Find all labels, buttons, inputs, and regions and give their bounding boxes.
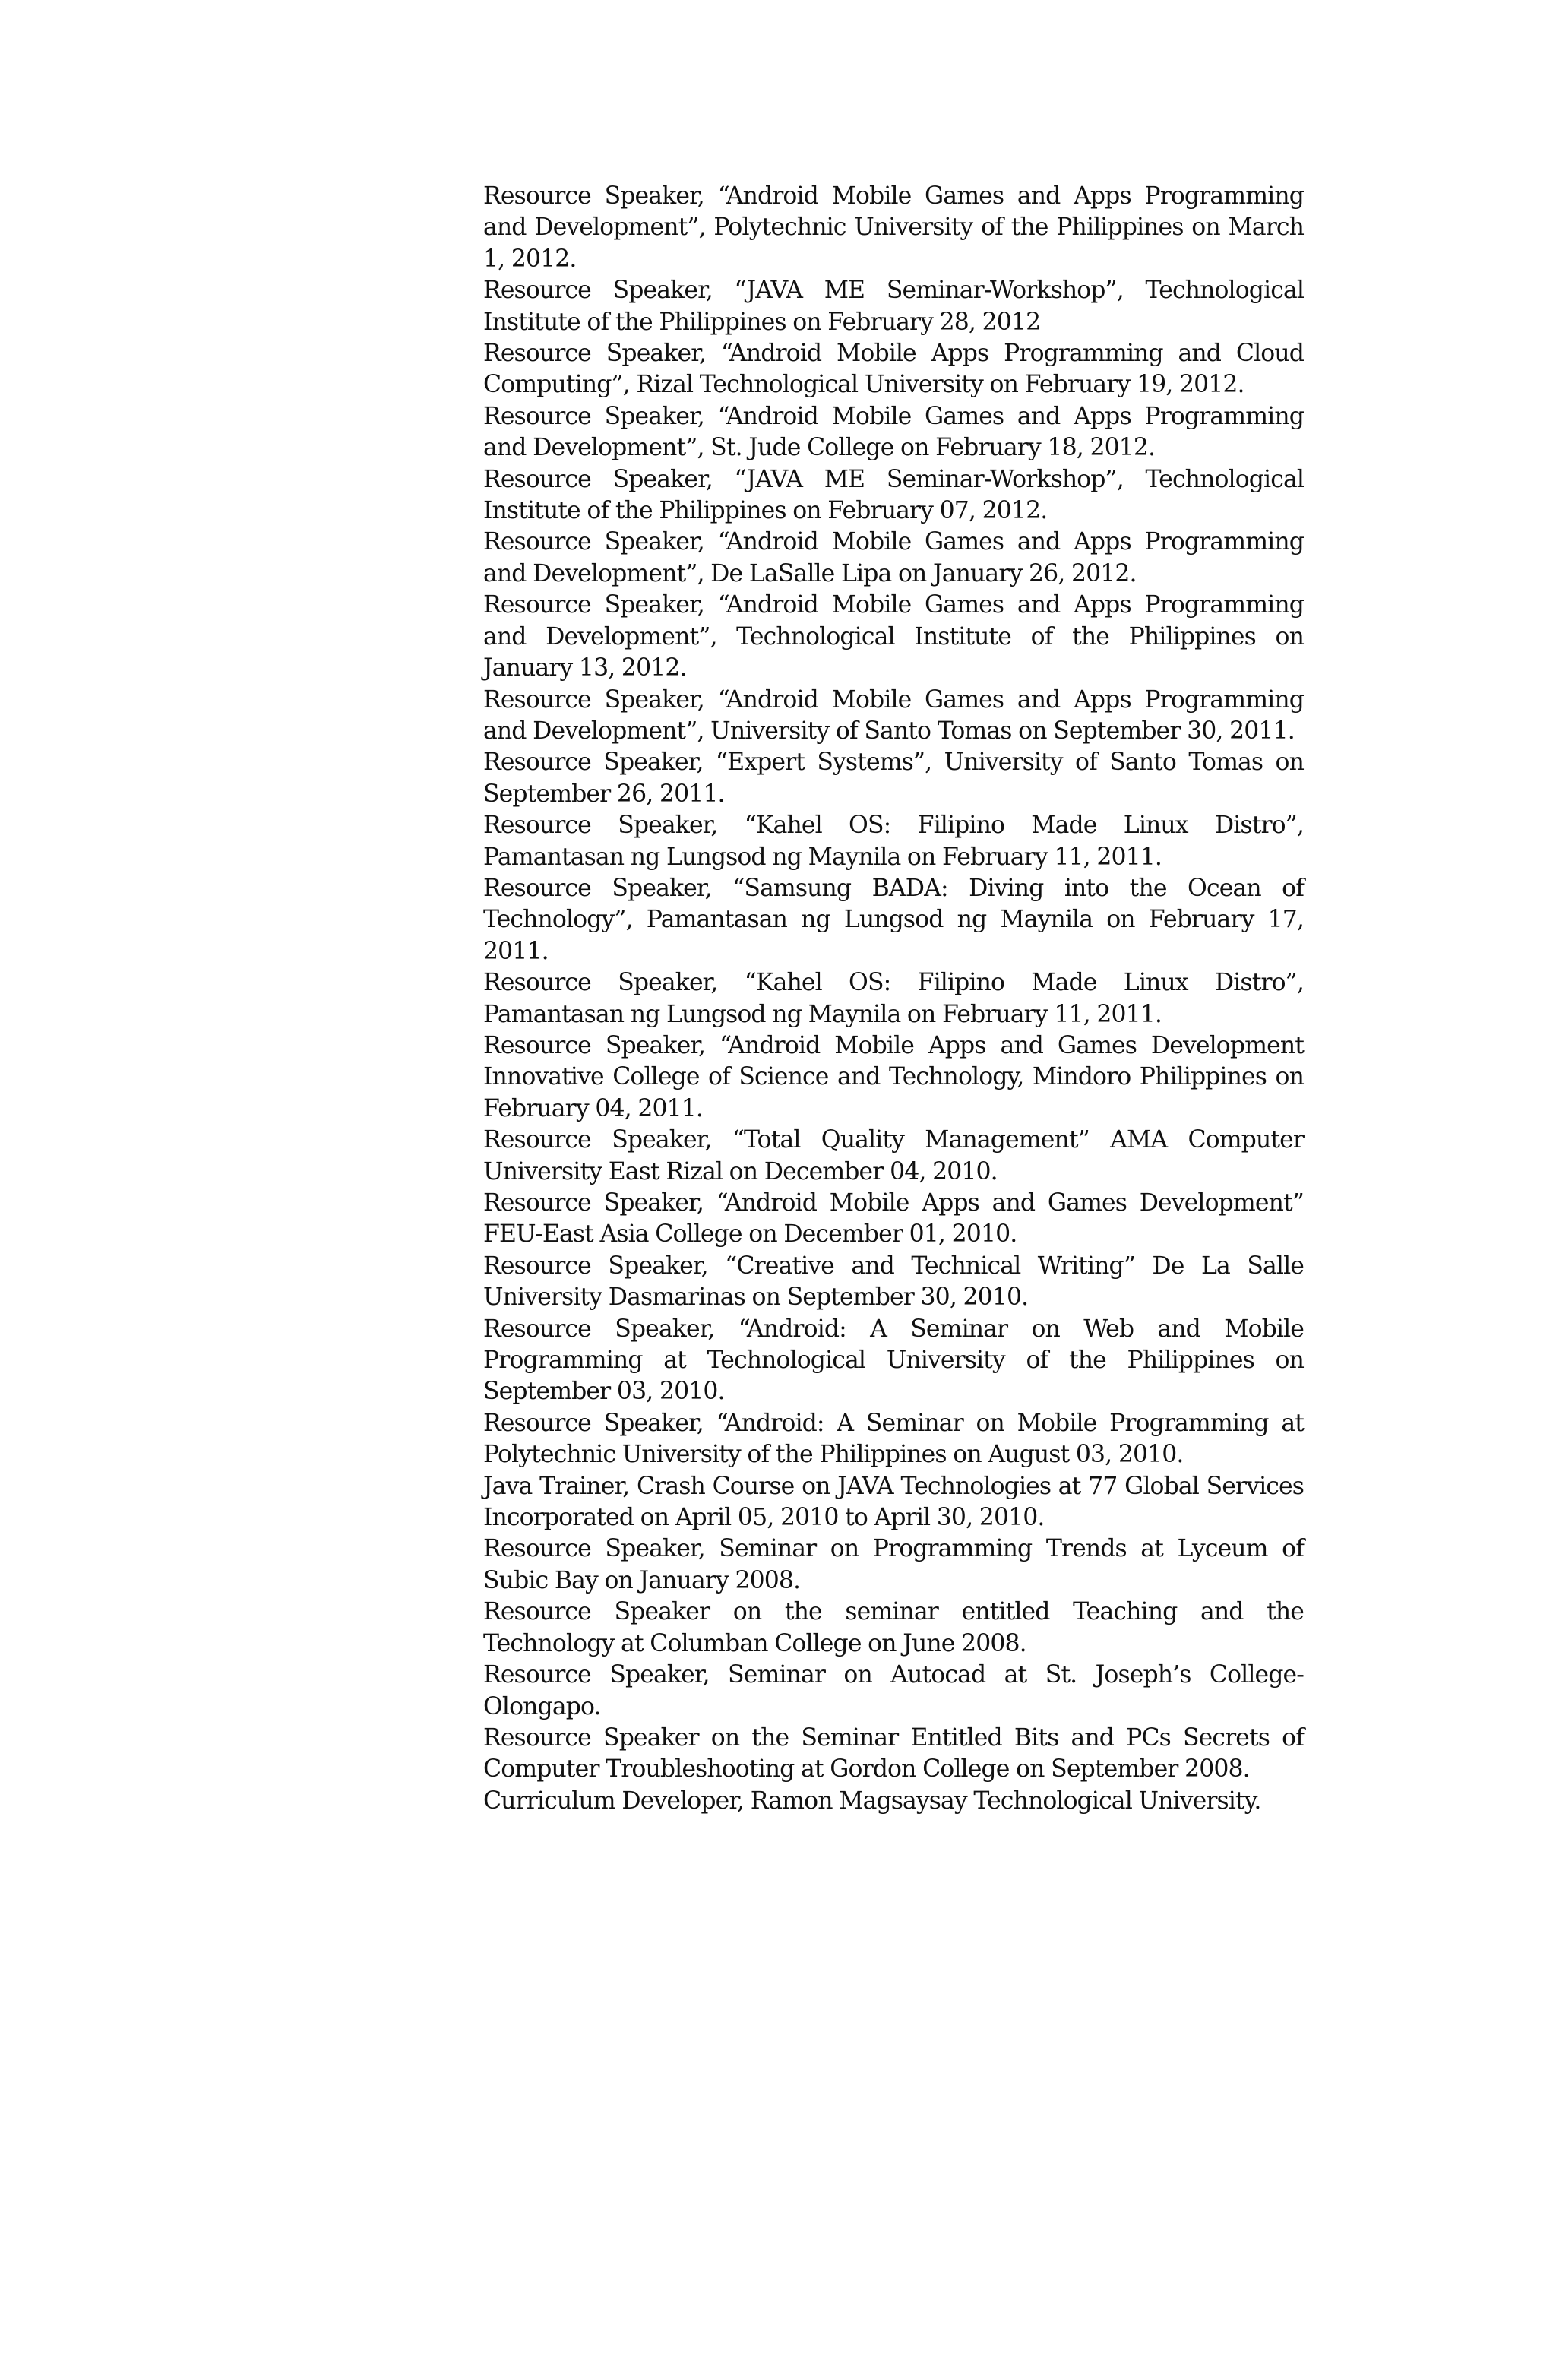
list-item: Resource Speaker, “Android Mobile Games and Apps Programming and Development”, University of Santo Tomas on September 30, 2011. bbox=[483, 685, 1304, 745]
list-item: Resource Speaker, “Expert Systems”, University of Santo Tomas on September 26, 2011. bbox=[483, 748, 1304, 808]
list-item: Curriculum Developer, Ramon Magsaysay Technological University. bbox=[483, 1787, 1261, 1815]
list-item: Resource Speaker on the seminar entitled Teaching and the Technology at Columban College on June 2008. bbox=[483, 1598, 1304, 1657]
list-item: Resource Speaker, Seminar on Autocad at St. Joseph’s College-Olongapo. bbox=[483, 1661, 1304, 1720]
list-item: Resource Speaker, “Android: A Seminar on Web and Mobile Programming at Technological University of the Philippines on September 03, 2010. bbox=[483, 1315, 1304, 1406]
list-item: Resource Speaker, “Kahel OS: Filipino Made Linux Distro”, Pamantasan ng Lungsod ng Maynila on February 11, 2011. bbox=[483, 969, 1304, 1028]
list-item: Resource Speaker, “JAVA ME Seminar-Workshop”, Technological Institute of the Philippines on February 07, 2012. bbox=[483, 465, 1304, 525]
list-item: Resource Speaker, “Android Mobile Apps Programming and Cloud Computing”, Rizal Technological University on February 19, 2012. bbox=[483, 340, 1304, 399]
list-item: Resource Speaker, Seminar on Programming Trends at Lyceum of Subic Bay on January 2008. bbox=[483, 1535, 1304, 1594]
list-item: Resource Speaker, “Android Mobile Games and Apps Programming and Development”, De LaSalle Lipa on January 26, 2012. bbox=[483, 528, 1304, 587]
list-item: Resource Speaker on the Seminar Entitled Bits and PCs Secrets of Computer Troubleshooting at Gordon College on September 2008. bbox=[483, 1723, 1304, 1783]
list-item: Resource Speaker, “Android Mobile Games and Apps Programming and Development”, Technological Institute of the Philippines on January 13, 2012. bbox=[483, 591, 1304, 682]
list-item: Resource Speaker, “Android Mobile Games and Apps Programming and Development”, Polytechnic University of the Philippines on March 1, 2012. bbox=[483, 182, 1304, 273]
list-item: Resource Speaker, “Android Mobile Apps and Games Development Innovative College of Science and Technology, Mindoro Philippines on February 04, 2011. bbox=[483, 1031, 1304, 1122]
list-item: Resource Speaker, “Samsung BADA: Diving into the Ocean of Technology”, Pamantasan ng Lungsod ng Maynila on February 17, 2011. bbox=[483, 874, 1304, 965]
list-item: Resource Speaker, “JAVA ME Seminar-Workshop”, Technological Institute of the Philippines on February 28, 2012 bbox=[483, 277, 1304, 336]
list-item: Resource Speaker, “Android Mobile Apps and Games Development” FEU-East Asia College on December 01, 2010. bbox=[483, 1189, 1304, 1249]
list-item: Java Trainer, Crash Course on JAVA Technologies at 77 Global Services Incorporated on April 05, 2010 to April 30, 2010. bbox=[483, 1472, 1304, 1532]
list-item: Resource Speaker, “Creative and Technical Writing” De La Salle University Dasmarinas on September 30, 2010. bbox=[483, 1252, 1304, 1312]
list-item: Resource Speaker, “Kahel OS: Filipino Made Linux Distro”, Pamantasan ng Lungsod ng Maynila on February 11, 2011. bbox=[483, 812, 1304, 871]
list-item: Resource Speaker, “Total Quality Management” AMA Computer University East Rizal on December 04, 2010. bbox=[483, 1126, 1304, 1185]
list-item: Resource Speaker, “Android: A Seminar on Mobile Programming at Polytechnic University of the Philippines on August 03, 2010. bbox=[483, 1409, 1304, 1469]
activity-list bbox=[483, 181, 1304, 1817]
list-item: Resource Speaker, “Android Mobile Games and Apps Programming and Development”, St. Jude College on February 18, 2012. bbox=[483, 402, 1304, 462]
